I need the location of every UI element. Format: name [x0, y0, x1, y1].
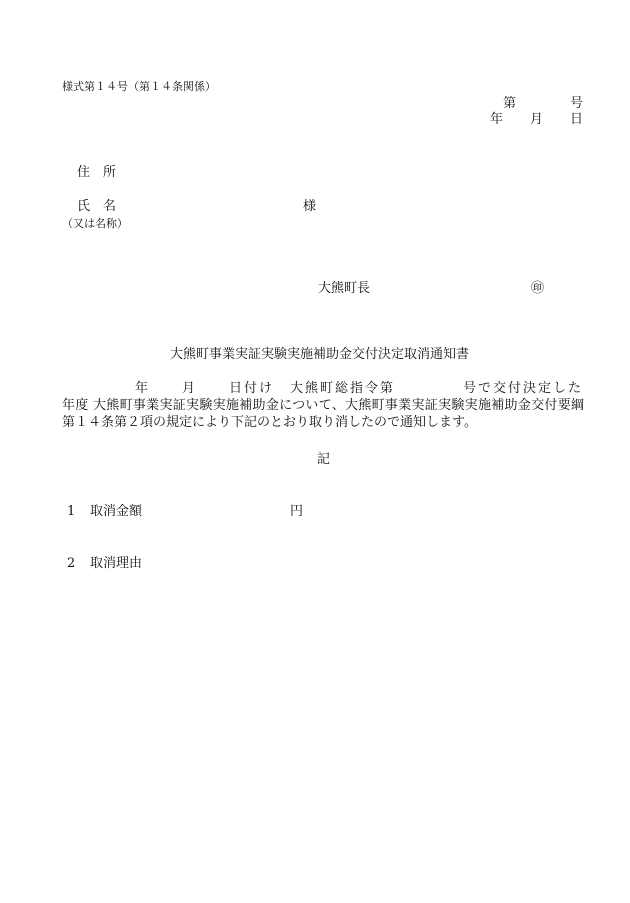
- body-ref: 大熊町総指令第: [290, 381, 396, 396]
- item-2-label: 取消理由: [90, 556, 143, 571]
- date-day: 日: [570, 112, 584, 127]
- seal-mark: ㊞: [531, 281, 545, 296]
- body-line-3: 第１４条第２項の規定により下記のとおり取り消したので通知します。: [62, 415, 477, 430]
- body-rest: 号で交付決定した: [463, 381, 584, 396]
- form-number: 様式第１４号（第１４条関係）: [62, 80, 216, 93]
- body-line-2: 年度 大熊町事業実証実験実施補助金について、大熊町事業実証実験実施補助金交付要綱: [62, 398, 584, 413]
- name-note: （又は名称）: [62, 217, 128, 230]
- ki-mark: 記: [317, 452, 331, 467]
- body-year: 年: [135, 381, 149, 396]
- date-year: 年: [490, 112, 504, 127]
- document-title: 大熊町事業実証実験実施補助金交付決定取消通知書: [170, 347, 470, 362]
- item-1-number: 1: [67, 504, 76, 519]
- address-label: 住 所: [77, 165, 117, 180]
- honorific: 様: [303, 199, 317, 214]
- doc-number-suffix: 号: [570, 96, 584, 111]
- body-paragraph: [62, 397, 584, 431]
- body-dated: 日付け: [229, 381, 275, 396]
- sender-title: 大熊町長: [318, 281, 371, 296]
- body-month: 月: [182, 381, 196, 396]
- item-2-number: 2: [67, 556, 76, 571]
- date-month: 月: [530, 112, 544, 127]
- item-1-unit: 円: [290, 504, 304, 519]
- item-1-label: 取消金額: [90, 504, 143, 519]
- name-label: 氏 名: [77, 199, 117, 214]
- doc-number-prefix: 第: [503, 96, 517, 111]
